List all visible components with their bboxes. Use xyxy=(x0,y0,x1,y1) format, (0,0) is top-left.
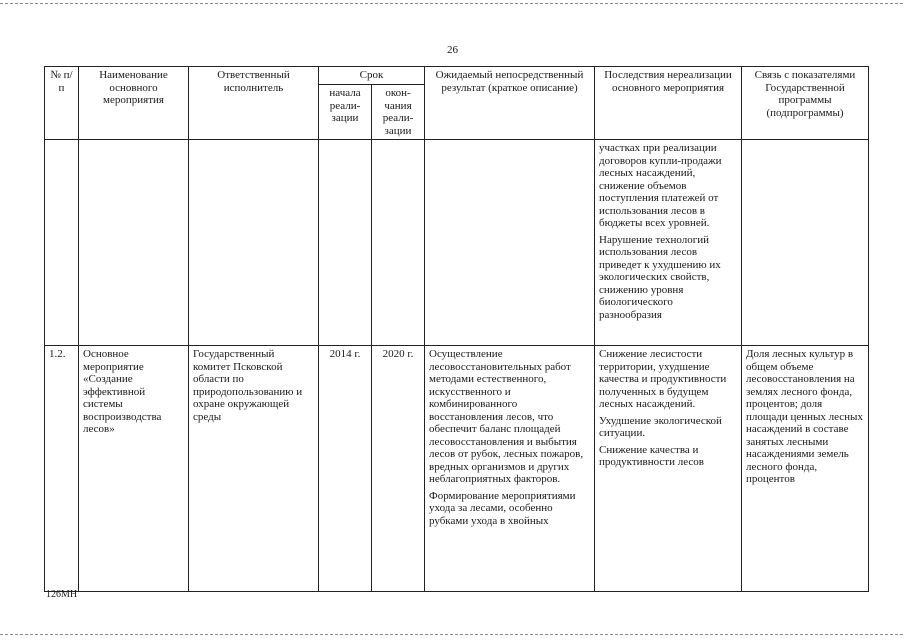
expected-paragraph: Осуществление лесовосстановительных работ методами естественного, искусственного и комбинированного восстановления лесов, что обеспечит баланс площадей лесовосстановления и выбытия лесов от рубок, лесных пожаров, вредных организмов и других неблагоприятных факторов. xyxy=(429,348,584,485)
scan-edge-top xyxy=(0,3,905,4)
expected-paragraph: Формирование мероприятиями ухода за лесами, особенно рубками ухода в хвойных xyxy=(429,489,576,527)
cell-link: Доля лесных культур в общем объеме лесовосстановления на землях лесного фонда, процентов; доля площади ценных лесных насаждений в составе занятых лесными насаждениями земель лесного фонда, процентов xyxy=(742,346,869,592)
cell-empty xyxy=(189,140,319,346)
header-name: Наименование основного мероприятия xyxy=(79,67,189,140)
cell-executor: Государственный комитет Псковской области по природопользованию и охране окружающей среды xyxy=(189,346,319,592)
cell-consequences-continued xyxy=(595,140,742,346)
cell-start: 2014 г. xyxy=(319,346,372,592)
cell-empty xyxy=(425,140,595,346)
scan-edge-bottom xyxy=(0,634,905,635)
cell-empty xyxy=(79,140,189,346)
header-num: № п/п xyxy=(45,67,79,140)
header-consequences: Последствия нереализации основного мероприятия xyxy=(595,67,742,140)
cell-end: 2020 г. xyxy=(372,346,425,592)
consequence-paragraph: Нарушение технологий использования лесов приведет к ухудшению их экологических свойств, снижению уровня биологического разнообразия xyxy=(599,233,721,321)
header-executor: Ответственный исполнитель xyxy=(189,67,319,140)
cell-empty xyxy=(45,140,79,346)
cell-expected xyxy=(425,346,595,592)
header-term-end: окон-чания реали-зации xyxy=(372,85,425,140)
cell-num: 1.2. xyxy=(45,346,79,592)
footer-code: 126МН xyxy=(46,589,78,600)
page-number: 26 xyxy=(447,44,458,56)
cell-empty xyxy=(372,140,425,346)
header-term: Срок xyxy=(319,67,425,85)
consequence-paragraph: Ухудшение экологической ситуации. xyxy=(599,414,722,439)
consequence-paragraph: Снижение лесистости территории, ухудшение качества и продуктивности полученных в будущем лесных насаждений. xyxy=(599,348,727,410)
table-row-continuation xyxy=(45,140,869,346)
header-term-start: начала реали-зации xyxy=(319,85,372,140)
cell-name: Основное мероприятие «Создание эффективной системы воспроизводства лесов» xyxy=(79,346,189,592)
consequence-paragraph: участках при реализации договоров купли-продажи лесных насаждений, снижение объемов поступления платежей от использования лесов в бюджеты всех уровней. xyxy=(599,142,722,229)
cell-empty xyxy=(319,140,372,346)
header-link: Связь с показателями Государственной программы (подпрограммы) xyxy=(742,67,869,140)
cell-empty xyxy=(742,140,869,346)
cell-consequences xyxy=(595,346,742,592)
consequence-paragraph: Снижение качества и продуктивности лесов xyxy=(599,443,704,468)
table-row-1-2 xyxy=(45,346,869,592)
header-expected: Ожидаемый непосредственный результат (краткое описание) xyxy=(425,67,595,140)
measures-table xyxy=(44,66,869,592)
